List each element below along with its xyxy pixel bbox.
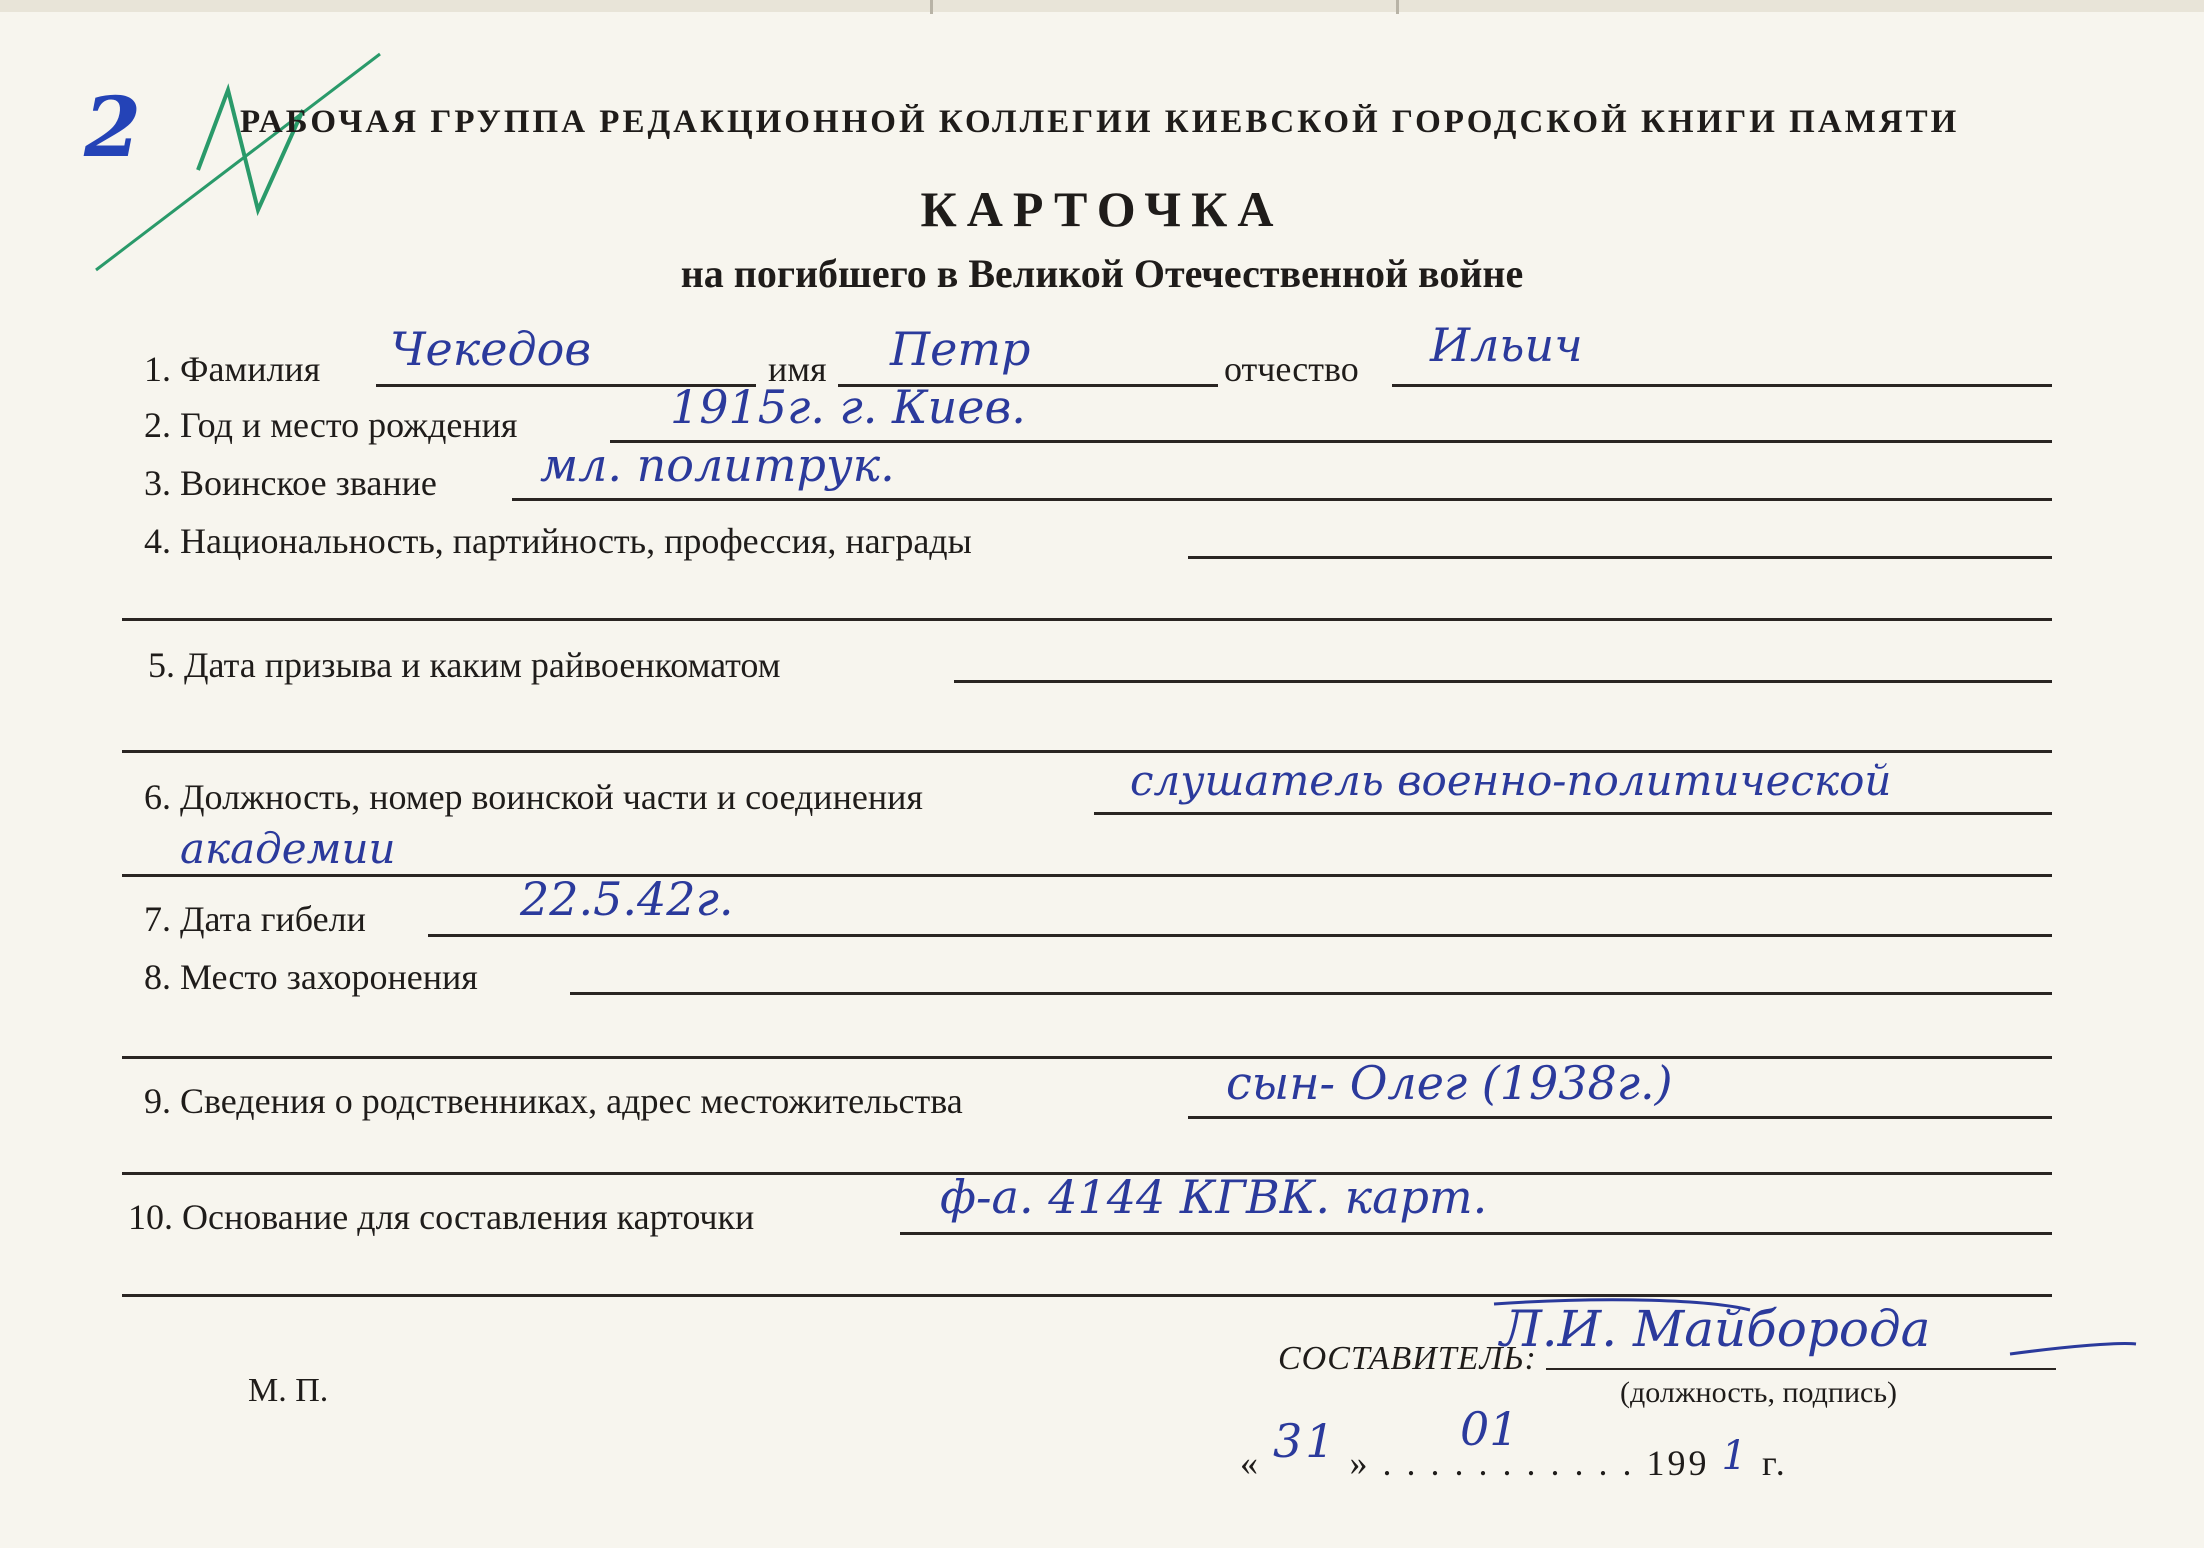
field-name-label: имя	[768, 349, 827, 389]
field-death-date-label: 7. Дата гибели	[144, 899, 366, 939]
field-burial-line-2	[122, 1056, 2052, 1059]
field-conscription-line	[954, 680, 2052, 683]
date-year-suffix: 1	[1721, 1433, 1750, 1479]
field-relatives-line	[1188, 1116, 2052, 1119]
blue-number-mark: 2	[84, 80, 142, 176]
card-subtitle: на погибшего в Великой Отечественной войне	[680, 251, 1524, 296]
stamp-place-label: М. П.	[248, 1372, 329, 1409]
field-position-line-2	[122, 874, 2052, 877]
field-nationality-label: 4. Национальность, партийность, профессия, награды	[144, 521, 972, 561]
field-death-date-line	[428, 934, 2052, 937]
compiler-label: СОСТАВИТЕЛЬ:	[1278, 1340, 1537, 1377]
field-position-value-1: слушатель военно-политической	[1130, 756, 1892, 805]
field-relatives-value: сын- Олег (1938г.)	[1226, 1056, 1673, 1110]
field-birth-value: 1915г. г. Киев.	[670, 380, 1026, 434]
field-rank-value: мл. политрук.	[540, 438, 895, 492]
card-title: КАРТОЧКА	[920, 181, 1284, 237]
date-open-quote: «	[1240, 1443, 1261, 1483]
field-burial-line	[570, 992, 2052, 995]
field-position-label: 6. Должность, номер воинской части и соединения	[144, 777, 923, 817]
field-death-date-value: 22.5.42г.	[520, 872, 734, 926]
date-template: » . . . . . . . . . . . 199	[1349, 1443, 1710, 1483]
field-patronymic-value: Ильич	[1430, 318, 1583, 372]
field-patronymic-label: отчество	[1224, 349, 1359, 389]
field-nationality-line	[1188, 556, 2052, 559]
compiler-signature: Л.И. Майборода	[1500, 1300, 1931, 1358]
edge-tick	[1396, 0, 1399, 14]
field-name-value: Петр	[890, 322, 1031, 376]
field-burial-label: 8. Место захоронения	[144, 957, 478, 997]
field-rank-label: 3. Воинское звание	[144, 463, 437, 503]
field-birth-label: 2. Год и место рождения	[144, 405, 518, 445]
field-basis-value: ф-а. 4144 КГВК. карт.	[940, 1170, 1488, 1224]
field-nationality-line-2	[122, 618, 2052, 621]
org-header: РАБОЧАЯ ГРУППА РЕДАКЦИОННОЙ КОЛЛЕГИИ КИЕВСКОЙ ГОРОДСКОЙ КНИГИ ПАМЯТИ	[240, 104, 1960, 140]
field-surname-value: Чекедов	[390, 322, 592, 376]
date-year-g: г.	[1762, 1443, 1788, 1483]
field-rank-line	[512, 498, 2052, 501]
field-basis-label: 10. Основание для составления карточки	[128, 1197, 755, 1237]
field-basis-line	[900, 1232, 2052, 1235]
field-position-line	[1094, 812, 2052, 815]
date-day-value: 31	[1273, 1414, 1338, 1468]
position-signature-note: (должность, подпись)	[1620, 1376, 1898, 1409]
field-conscription-label: 5. Дата призыва и каким райвоенкоматом	[148, 645, 781, 685]
field-position-value-2: академии	[180, 824, 396, 873]
field-surname-label: 1. Фамилия	[144, 349, 321, 389]
card-top-edge	[0, 0, 2204, 12]
date-month-value: 01	[1460, 1402, 1519, 1456]
field-conscription-line-2	[122, 750, 2052, 753]
field-patronymic-line	[1392, 384, 2052, 387]
field-relatives-label: 9. Сведения о родственниках, адрес местожительства	[144, 1081, 963, 1121]
signature-flourish-icon	[1490, 1290, 2140, 1370]
edge-tick	[930, 0, 933, 14]
